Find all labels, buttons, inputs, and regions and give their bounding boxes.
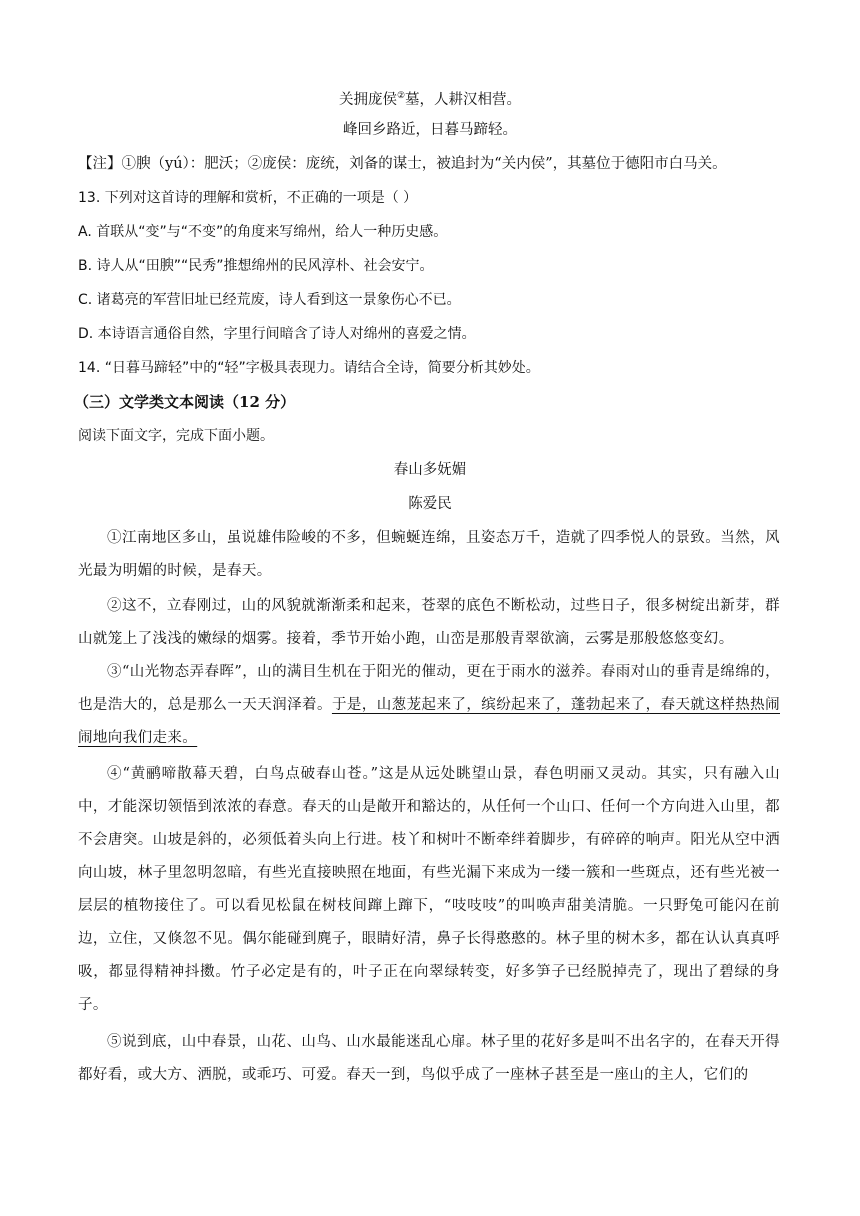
question-14: 14. “日暮马蹄轻”中的“轻”字极具表现力。请结合全诗，简要分析其妙处。 [78, 360, 540, 376]
poem-line-5: 关拥庞侯②墓，人耕汉相营。 [338, 91, 522, 108]
poem-note: 【注】①腴（yú）：肥沃；②庞侯：庞统，刘备的谋士，被追封为“关内侯”，其墓位于德阳市白马关。 [78, 156, 727, 172]
article-title: 春山多妩媚 [393, 462, 467, 478]
underlined-sentence: 于是，山葱茏起来了，缤纷起来了，蓬勃起来了，春天就这样热热闹闹地向我们走来。 [78, 697, 780, 746]
article-paragraph-3: ③“山光物态弄春晖”，山的满目生机在于阳光的催动，更在于雨水的滋养。春雨对山的垂青是绵绵的，也是浩大的，总是那么一天天润泽着。于是，山葱茏起来了，缤纷起来了，蓬勃起来了，春天就这样热热闹闹地向我们走来。 [78, 664, 780, 746]
section-heading: （三）文学类文本阅读（12 分） [74, 393, 296, 411]
article-author: 陈爱民 [408, 496, 452, 512]
poem-line-6: 峰回乡路近，日暮马蹄轻。 [343, 122, 517, 138]
question-13-option-d: D. 本诗语言通俗自然，字里行间暗含了诗人对绵州的喜爱之情。 [78, 326, 476, 342]
article-paragraph-5: ⑤说到底，山中春景，山花、山鸟、山水最能迷乱心扉。林子里的花好多是叫不出名字的，在春天开得都好看，或大方、洒脱，或乖巧、可爱。春天一到，鸟似乎成了一座林子甚至是一座山的主人，它们的 [78, 1034, 780, 1083]
article-paragraph-4: ④“黄鹂啼散幕天碧，白鸟点破春山苍。”这是从远处眺望山景，春色明丽又灵动。其实，只有融入山中，才能深切领悟到浓浓的春意。春天的山是敞开和豁达的，从任何一个山口、任何一个方向进入山里，都不会唐突。山坡是斜的，必须低着头向上行进。枝丫和树叶不断牵绊着脚步，有碎碎的响声。阳光从空中洒向山坡，林子里忽明忽暗，有些光直接映照在地面，有些光漏下来成为一缕一簇和一些斑点，还有些光被一层层的植物接住了。可以看见松鼠在树枝间蹿上蹿下，“吱吱吱”的叫唤声甜美清脆。一只野兔可能闪在前边，立住，又倏忽不见。偶尔能碰到麂子，眼睛好清，鼻子长得憨憨的。林子里的树木多，都在认认真真呼吸，都显得精神抖擞。竹子必定是有的，叶子正在向翠绿转变，好多笋子已经脱掉壳了，现出了碧绿的身子。 [78, 766, 780, 1013]
footnote-marker: ② [396, 91, 406, 101]
reading-instruction: 阅读下面文字，完成下面小题。 [78, 428, 274, 444]
article-paragraph-1: ①江南地区多山，虽说雄伟险峻的不多，但蜿蜒连绵，且姿态万千，造就了四季悦人的景致。当然，风光最为明媚的时候，是春天。 [78, 530, 780, 579]
article-paragraph-2: ②这不，立春刚过，山的风貌就渐渐柔和起来，苍翠的底色不断松动，过些日子，很多树绽出新芽，群山就笼上了浅浅的嫩绿的烟雾。接着，季节开始小跑，山峦是那般青翠欲滴，云雾是那般悠悠变幻。 [78, 598, 780, 647]
question-13-stem: 13. 下列对这首诗的理解和赏析，不正确的一项是（ ） [78, 190, 418, 206]
question-13-option-b: B. 诗人从“田腴”“民秀”推想绵州的民风淳朴、社会安宁。 [78, 258, 434, 274]
question-13-option-a: A. 首联从“变”与“不变”的角度来写绵州，给人一种历史感。 [78, 224, 448, 240]
question-13-option-c: C. 诸葛亮的军营旧址已经荒废，诗人看到这一景象伤心不已。 [78, 292, 461, 308]
